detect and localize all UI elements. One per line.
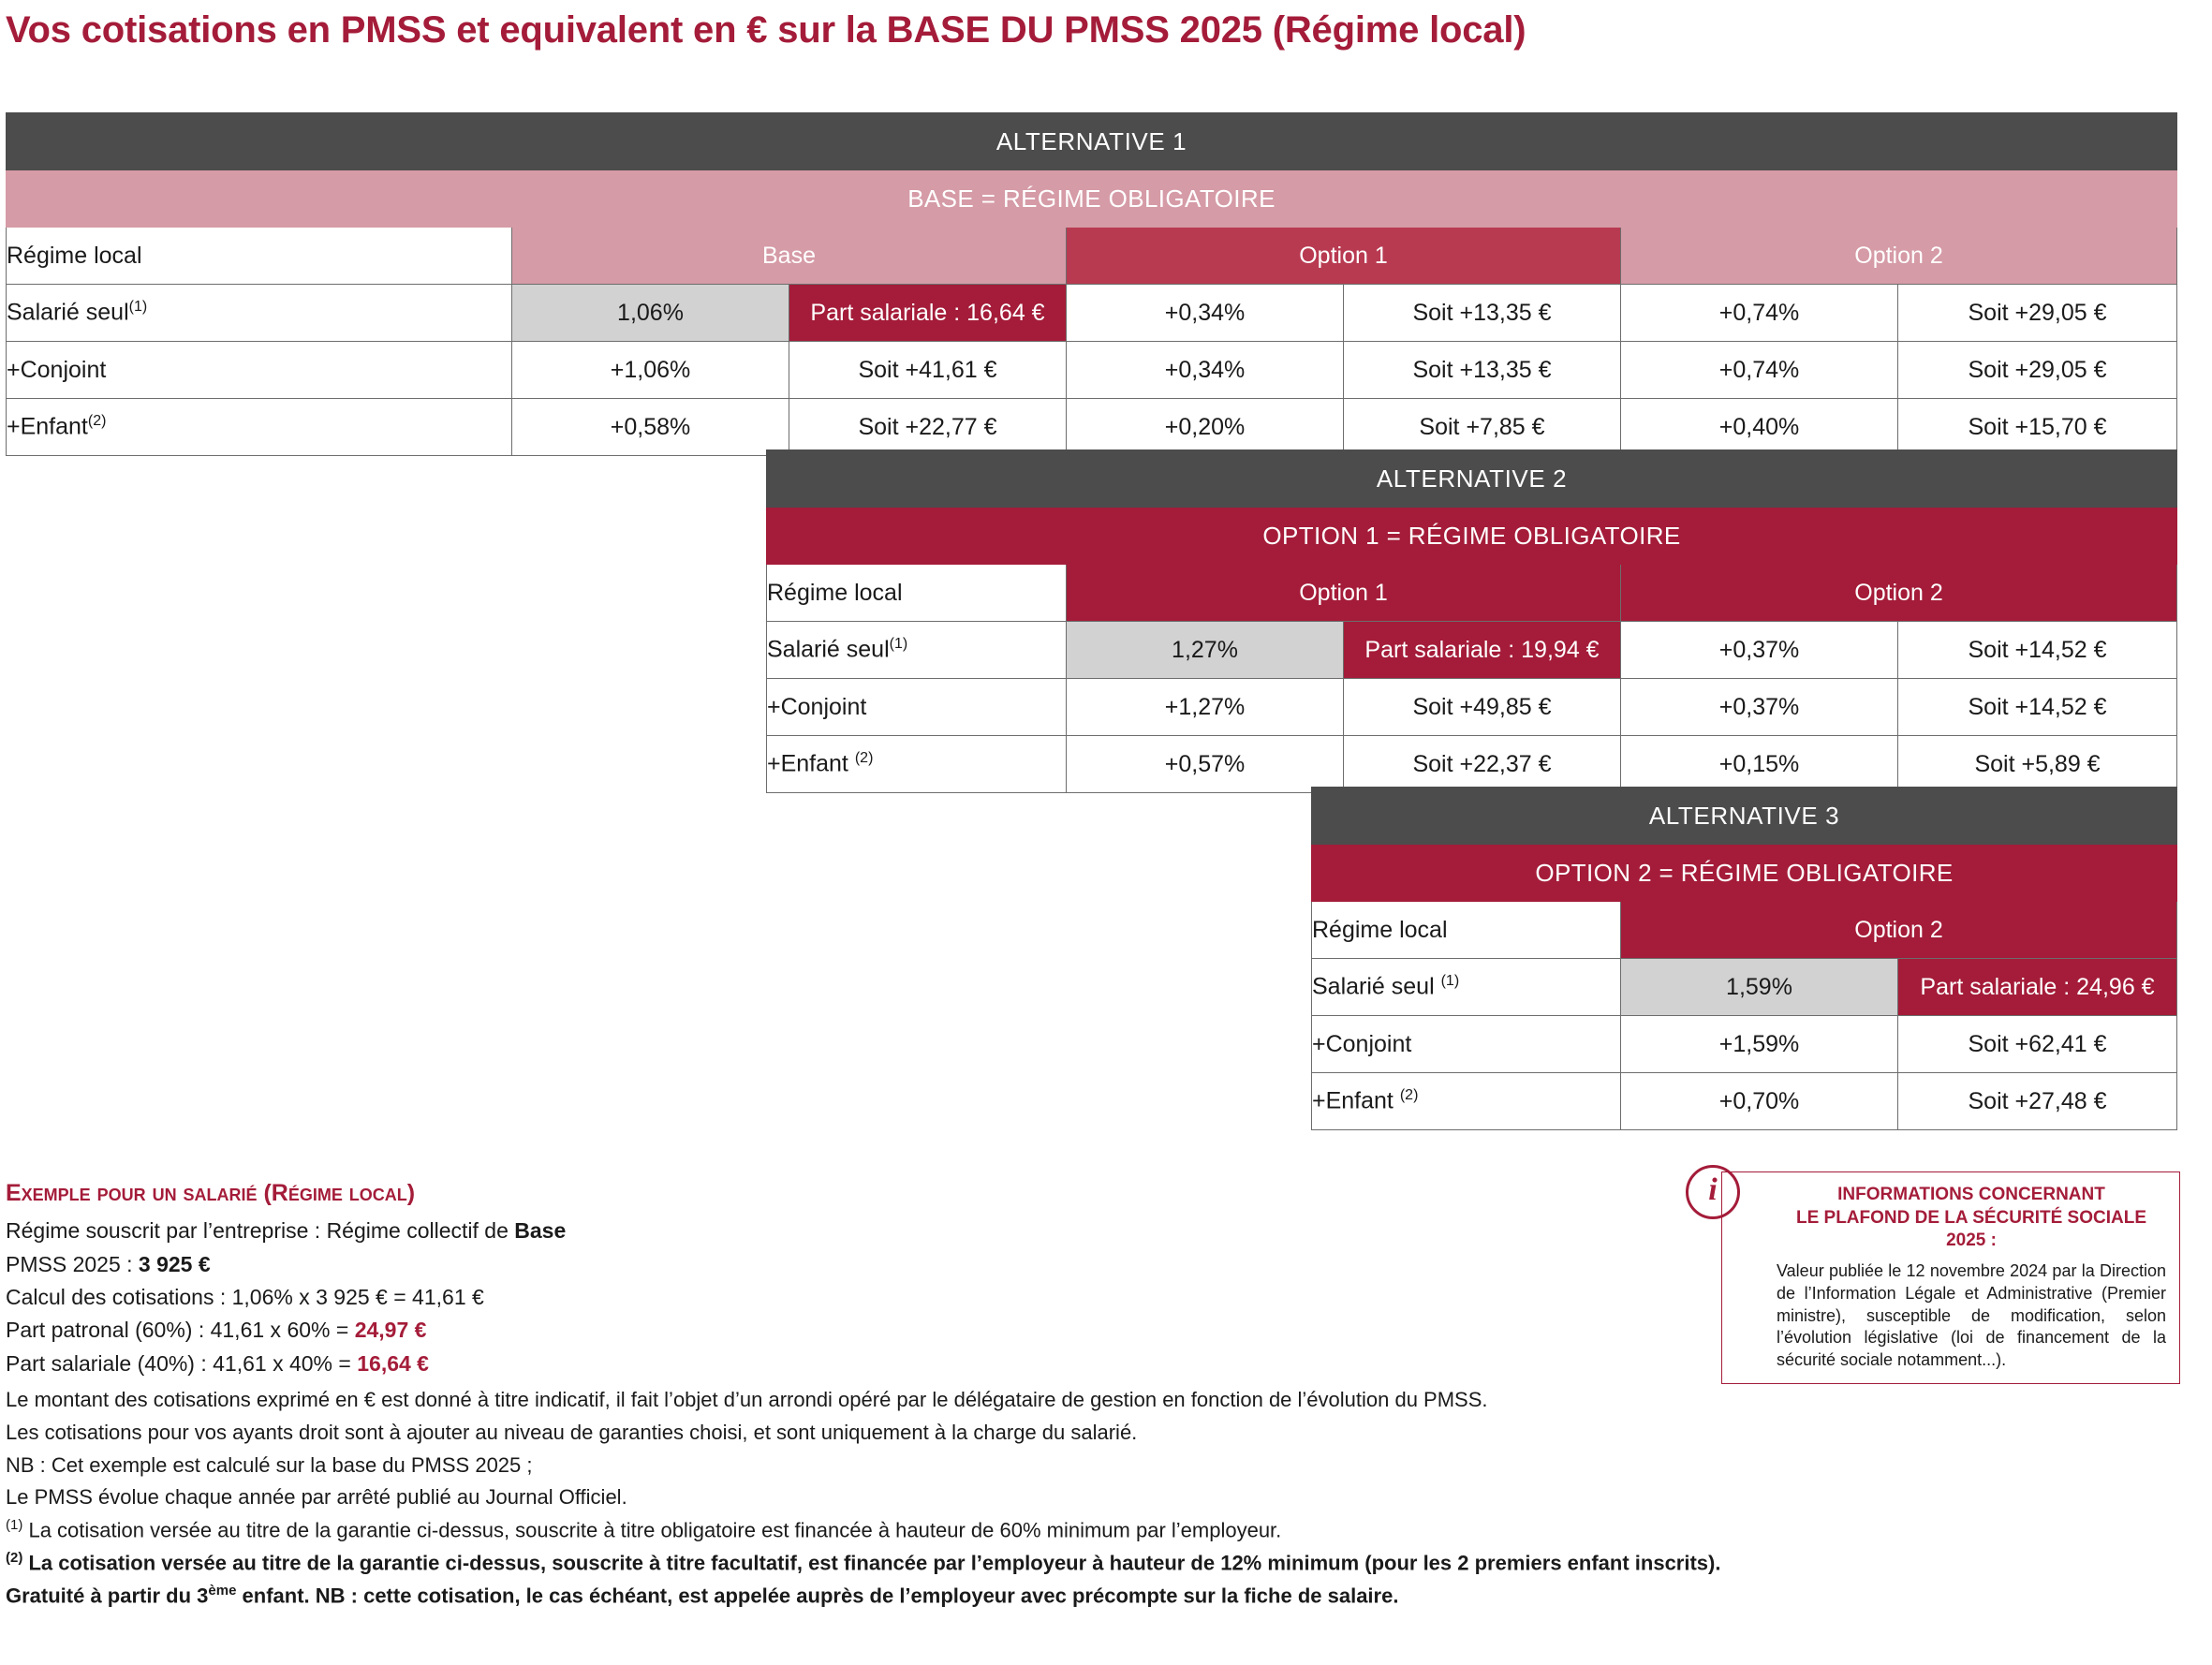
cell-option2-pct: 1,59% <box>1621 959 1898 1016</box>
footnote-line-6 <box>6 1547 2178 1580</box>
example-line-2-text: PMSS 2025 : <box>6 1251 139 1276</box>
row-label <box>767 736 1067 793</box>
table-header-row <box>767 450 2177 508</box>
cell-option2-eur: Soit +5,89 € <box>1898 736 2177 793</box>
footnote-line-7-text-a: Gratuité à partir du 3 <box>6 1584 209 1608</box>
example-title: Exemple pour un salarié (Régime local) <box>6 1180 416 1206</box>
row-label-text: Salarié seul <box>7 299 129 326</box>
cell-option2-pct: +0,15% <box>1621 736 1898 793</box>
column-header-regime: Régime local <box>7 228 512 285</box>
cell-option2-pct: +0,37% <box>1621 622 1898 679</box>
cell-base-pct: 1,06% <box>512 285 789 342</box>
example-line-1 <box>6 1216 1129 1246</box>
cell-option2-eur: Soit +27,48 € <box>1898 1073 2177 1130</box>
row-label <box>1312 1073 1621 1130</box>
footnotes-block <box>6 1384 2178 1613</box>
cell-option1-pct: +0,34% <box>1067 342 1344 399</box>
table-header-row <box>7 113 2177 170</box>
info-box-title <box>1777 1184 2166 1253</box>
table-alternative-2 <box>766 449 2177 793</box>
cell-base-pct: +1,06% <box>512 342 789 399</box>
table-row <box>767 622 2177 679</box>
table-row <box>767 736 2177 793</box>
cell-base-pct: +0,58% <box>512 399 789 456</box>
info-box <box>1721 1171 2180 1384</box>
cell-option1-pct: +1,27% <box>1067 679 1344 736</box>
row-label <box>767 679 1067 736</box>
table-alternative-3 <box>1311 787 2177 1130</box>
cell-option2-eur: Soit +29,05 € <box>1898 285 2177 342</box>
example-line-1-value: Base <box>514 1218 567 1244</box>
example-line-2 <box>6 1249 1129 1280</box>
cell-option2-eur: Soit +29,05 € <box>1898 342 2177 399</box>
footnote-line-6-text: La cotisation versée au titre de la garantie ci-dessus, souscrite à titre facultatif, est financée par l’employeur à hauteur de 12% minimum (pour les 2 premiers enfant inscrits). <box>22 1551 1721 1575</box>
row-label-text: +Enfant <box>767 750 848 777</box>
example-line-5-text: Part salariale (40%) : 41,61 x 40% = <box>6 1350 358 1376</box>
cell-option2-pct: +0,74% <box>1621 285 1898 342</box>
footnote-line-7 <box>6 1580 2178 1613</box>
example-line-1-text: Régime souscrit par l’entreprise : Régime collectif de <box>6 1218 515 1244</box>
table-alternative-1 <box>6 112 2177 456</box>
row-label-text: Salarié seul <box>1312 973 1435 1000</box>
alternative-2-header: ALTERNATIVE 2 <box>767 450 2177 508</box>
column-header-option2: Option 2 <box>1621 228 2177 285</box>
column-header-regime: Régime local <box>1312 902 1621 959</box>
cell-option1-pct: 1,27% <box>1067 622 1344 679</box>
cell-option1-eur: Soit +13,35 € <box>1344 285 1621 342</box>
row-label-footnote-marker: (1) <box>1440 973 1460 990</box>
page-title: Vos cotisations en PMSS et equivalent en € sur la BASE DU PMSS 2025 (Régime local) <box>6 9 1526 51</box>
column-header-option1: Option 1 <box>1067 565 1621 622</box>
footnote-line-5 <box>6 1514 2178 1547</box>
table-subheader-row <box>767 508 2177 565</box>
table-row <box>1312 1016 2177 1073</box>
cell-option2-eur: Soit +15,70 € <box>1898 399 2177 456</box>
table-row <box>7 342 2177 399</box>
row-label-text: +Conjoint <box>7 356 107 383</box>
info-box-title-line1: INFORMATIONS CONCERNANT <box>1837 1185 2105 1204</box>
cell-option1-eur: Soit +7,85 € <box>1344 399 1621 456</box>
cell-option1-eur: Soit +13,35 € <box>1344 342 1621 399</box>
footnote-line-4: Le PMSS évolue chaque année par arrêté publié au Journal Officiel. <box>6 1485 627 1510</box>
cell-base-eur: Soit +41,61 € <box>789 342 1067 399</box>
cell-option1-eur: Soit +49,85 € <box>1344 679 1621 736</box>
cell-option1-pct: +0,20% <box>1067 399 1344 456</box>
row-label-text: +Conjoint <box>1312 1030 1412 1057</box>
row-label-text: Salarié seul <box>767 636 890 663</box>
row-label <box>7 342 512 399</box>
cell-option2-pct: +1,59% <box>1621 1016 1898 1073</box>
footnote-line-3: NB : Cet exemple est calculé sur la base du PMSS 2025 ; <box>6 1452 533 1477</box>
column-header-option1: Option 1 <box>1067 228 1621 285</box>
cell-option2-eur: Part salariale : 24,96 € <box>1898 959 2177 1016</box>
footnote-line-2: Les cotisations pour vos ayants droit sont à ajouter au niveau de garanties choisi, et sont uniquement à la charge du salarié. <box>6 1420 1138 1444</box>
cell-base-eur: Part salariale : 16,64 € <box>789 285 1067 342</box>
row-label <box>7 399 512 456</box>
cell-option1-eur: Part salariale : 19,94 € <box>1344 622 1621 679</box>
alternative-3-header: ALTERNATIVE 3 <box>1312 788 2177 845</box>
row-label-text: +Enfant <box>1312 1087 1394 1114</box>
cell-option2-eur: Soit +14,52 € <box>1898 679 2177 736</box>
row-label-text: +Enfant <box>7 413 88 440</box>
column-header-regime: Régime local <box>767 565 1067 622</box>
info-box-title-line2: LE PLAFOND DE LA SÉCURITÉ SOCIALE 2025 : <box>1795 1207 2147 1251</box>
cell-option2-pct: +0,37% <box>1621 679 1898 736</box>
column-header-option2: Option 2 <box>1621 902 2177 959</box>
table-column-header-row <box>767 565 2177 622</box>
footnote-line-5-text: La cotisation versée au titre de la garantie ci-dessus, souscrite à titre obligatoire est financée à hauteur de 60% minimum par l’employeur. <box>22 1518 1282 1542</box>
table-row <box>7 285 2177 342</box>
example-line-2-value: 3 925 € <box>138 1251 211 1276</box>
column-header-base: Base <box>512 228 1067 285</box>
alternative-1-header: ALTERNATIVE 1 <box>7 113 2177 170</box>
example-line-5 <box>6 1348 1129 1379</box>
table-row <box>1312 1073 2177 1130</box>
cell-option2-pct: +0,74% <box>1621 342 1898 399</box>
table-row <box>1312 959 2177 1016</box>
table-column-header-row <box>7 228 2177 285</box>
row-label <box>7 285 512 342</box>
row-label-text: +Conjoint <box>767 693 867 720</box>
info-box-body: Valeur publiée le 12 novembre 2024 par la Direction de l’Information Légale et Administrative (Premier ministre), susceptible de modification, selon l’évolution législative (loi de financement de la sécurité sociale notamment...). <box>1777 1261 2166 1370</box>
cell-base-eur: Soit +22,77 € <box>789 399 1067 456</box>
table-subheader-row <box>1312 845 2177 902</box>
footnote-marker-1: (1) <box>6 1517 23 1533</box>
row-label-footnote-marker: (2) <box>1399 1087 1419 1104</box>
example-line-4-text: Part patronal (60%) : 41,61 x 60% = <box>6 1318 355 1343</box>
example-line-5-value: 16,64 € <box>357 1350 429 1376</box>
info-icon: i <box>1686 1165 1740 1219</box>
table-row <box>767 679 2177 736</box>
alternative-2-subheader: OPTION 1 = RÉGIME OBLIGATOIRE <box>767 508 2177 565</box>
cell-option1-eur: Soit +22,37 € <box>1344 736 1621 793</box>
column-header-option2: Option 2 <box>1621 565 2177 622</box>
cell-option2-eur: Soit +62,41 € <box>1898 1016 2177 1073</box>
footnote-ordinal-suffix: ème <box>208 1583 237 1599</box>
alternative-1-subheader: BASE = RÉGIME OBLIGATOIRE <box>7 170 2177 228</box>
table-row <box>7 399 2177 456</box>
example-block <box>6 1176 1129 1381</box>
footnote-marker-2: (2) <box>6 1550 23 1567</box>
row-label <box>767 622 1067 679</box>
footnote-line-1: Le montant des cotisations exprimé en € est donné à titre indicatif, il fait l’objet d’un arrondi opéré par le délégataire de gestion en fonction de l’évolution du PMSS. <box>6 1388 1488 1411</box>
cell-option2-eur: Soit +14,52 € <box>1898 622 2177 679</box>
row-label-footnote-marker: (2) <box>854 750 874 767</box>
row-label-footnote-marker: (1) <box>889 636 908 653</box>
example-line-4 <box>6 1315 1129 1346</box>
cell-option2-pct: +0,40% <box>1621 399 1898 456</box>
row-label <box>1312 1016 1621 1073</box>
example-line-3: Calcul des cotisations : 1,06% x 3 925 € = 41,61 € <box>6 1284 484 1309</box>
table-column-header-row <box>1312 902 2177 959</box>
cell-option2-pct: +0,70% <box>1621 1073 1898 1130</box>
row-label-footnote-marker: (2) <box>87 413 107 430</box>
table-header-row <box>1312 788 2177 845</box>
footnote-line-7-text-b: enfant. NB : cette cotisation, le cas échéant, est appelée auprès de l’employeur avec précompte sur la fiche de salaire. <box>236 1584 1399 1608</box>
row-label <box>1312 959 1621 1016</box>
table-subheader-row <box>7 170 2177 228</box>
cell-option1-pct: +0,34% <box>1067 285 1344 342</box>
alternative-3-subheader: OPTION 2 = RÉGIME OBLIGATOIRE <box>1312 845 2177 902</box>
row-label-footnote-marker: (1) <box>128 299 148 316</box>
example-line-4-value: 24,97 € <box>354 1318 427 1343</box>
cell-option1-pct: +0,57% <box>1067 736 1344 793</box>
